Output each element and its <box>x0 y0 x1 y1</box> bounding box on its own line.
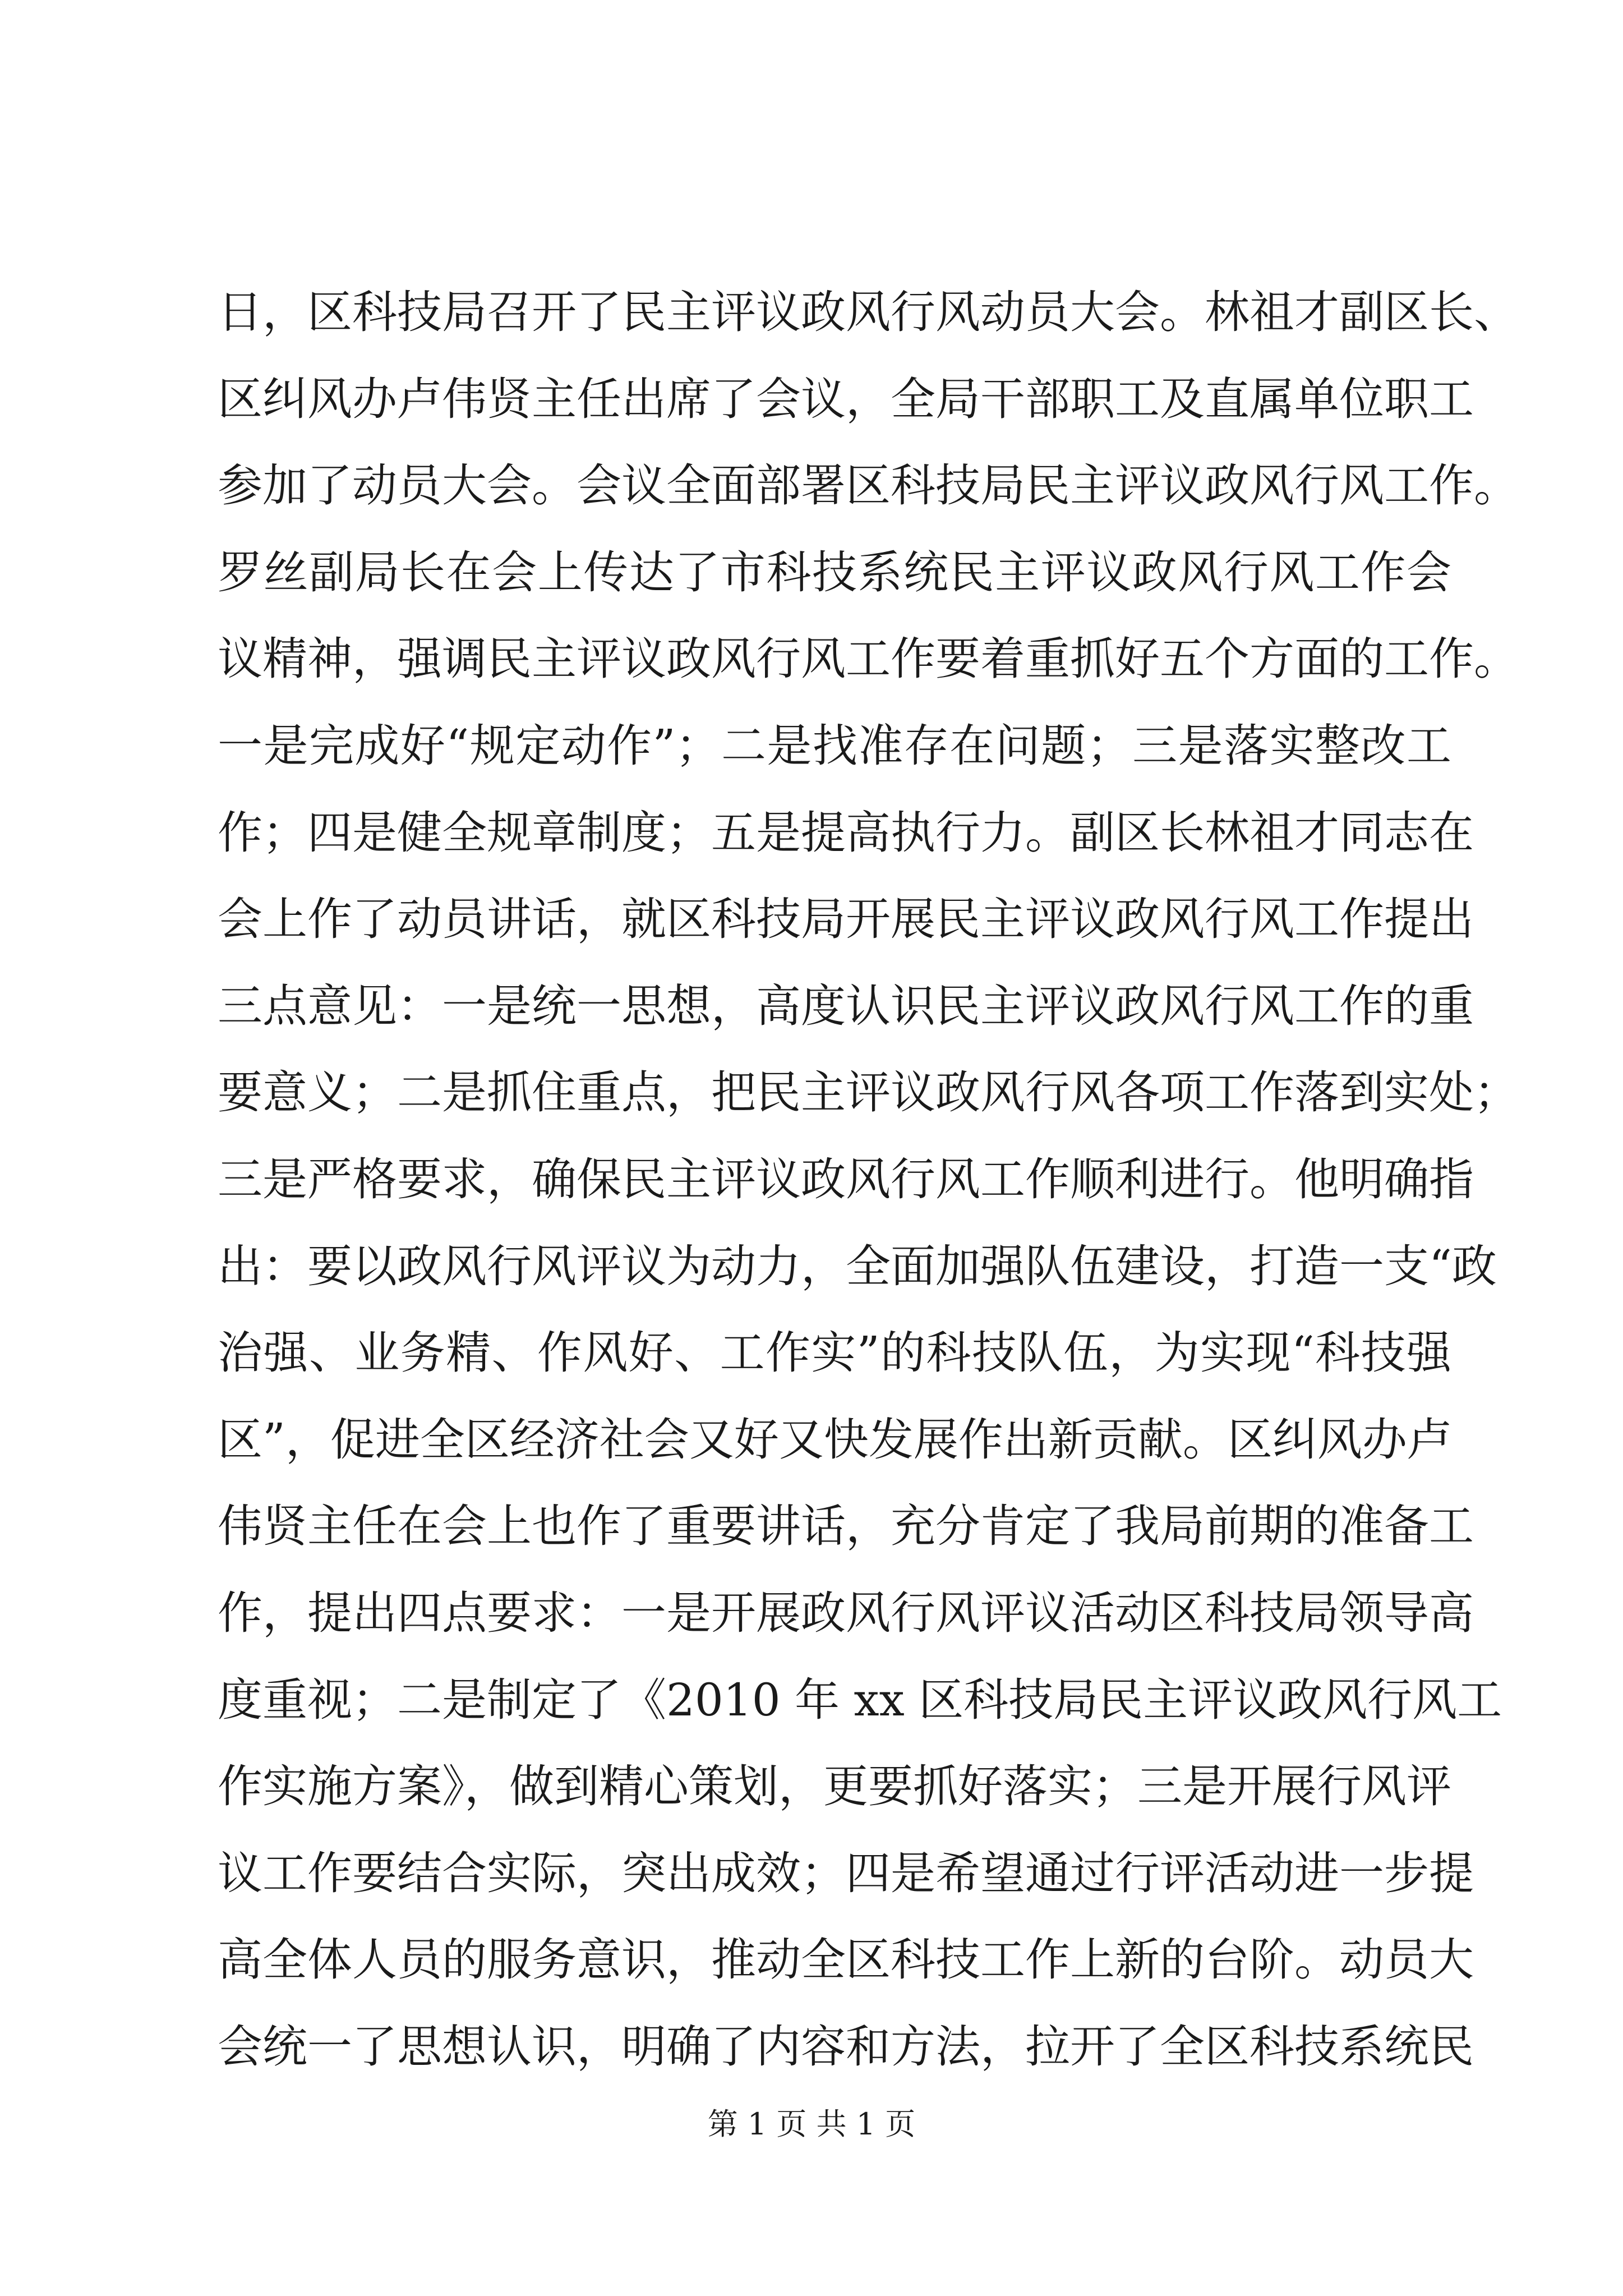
text-line: 三是严格要求，确保民主评议政风行风工作顺利进行。他明确指 <box>218 1153 1474 1205</box>
text-line: 高全体人员的服务意识，推动全区科技工作上新的台阶。动员大 <box>218 1934 1474 1986</box>
text-line: 会统一了思想认识，明确了内容和方法，拉开了全区科技系统民 <box>218 2020 1474 2073</box>
text-line: 作；四是健全规章制度；五是提高执行力。副区长林祖才同志在 <box>218 806 1474 859</box>
text-line: 区”，促进全区经济社会又好又快发展作出新贡献。区纠风办卢 <box>218 1413 1452 1466</box>
text-line: 议精神，强调民主评议政风行风工作要着重抓好五个方面的工作。 <box>218 633 1519 685</box>
text-line: 罗丝副局长在会上传达了市科技系统民主评议政风行风工作会 <box>218 546 1451 599</box>
text-line: 要意义；二是抓住重点，把民主评议政风行风各项工作落到实处； <box>218 1066 1519 1119</box>
text-line: 度重视；二是制定了《2010 年 xx 区科技局民主评议政风行风工 <box>218 1673 1502 1726</box>
text-line: 会上作了动员讲话，就区科技局开展民主评议政风行风工作提出 <box>218 893 1474 946</box>
document-body <box>218 269 1519 2090</box>
text-line: 区纠风办卢伟贤主任出席了会议，全局干部职工及直属单位职工 <box>218 372 1474 425</box>
text-line: 参加了动员大会。会议全面部署区科技局民主评议政风行风工作。 <box>218 459 1519 512</box>
text-line: 伟贤主任在会上也作了重要讲话，充分肯定了我局前期的准备工 <box>218 1500 1474 1553</box>
text-line: 议工作要结合实际，突出成效；四是希望通过行评活动进一步提 <box>218 1847 1474 1899</box>
text-line: 一是完成好“规定动作”；二是找准存在问题；三是落实整改工 <box>218 719 1451 772</box>
text-line: 治强、业务精、作风好、工作实”的科技队伍，为实现“科技强 <box>218 1327 1451 1379</box>
text-line: 日，区科技局召开了民主评议政风行风动员大会。林祖才副区长、 <box>218 286 1519 338</box>
text-line: 三点意见：一是统一思想，高度认识民主评议政风行风工作的重 <box>218 979 1474 1032</box>
text-line: 出：要以政风行风评议为动力，全面加强队伍建设，打造一支“政 <box>218 1240 1497 1292</box>
text-line: 作实施方案》，做到精心策划，更要抓好落实；三是开展行风评 <box>218 1760 1451 1813</box>
text-line: 作，提出四点要求：一是开展政风行风评议活动区科技局领导高 <box>218 1586 1474 1639</box>
page-number-footer: 第 1 页 共 1 页 <box>707 2106 916 2142</box>
